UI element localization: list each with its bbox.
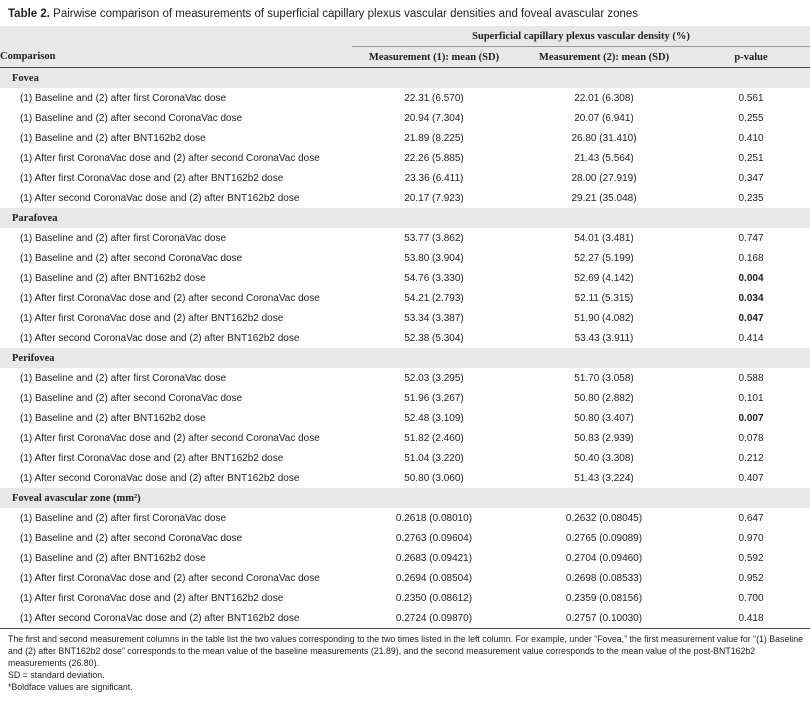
section-header-row — [0, 348, 810, 368]
p-value-cell: 0.407 — [738, 472, 764, 484]
measurement-2-cell: 0.2757 (0.10030) — [516, 608, 692, 629]
section-header-row — [0, 488, 810, 508]
measurement-1-cell: 0.2694 (0.08504) — [395, 572, 473, 584]
measurement-1-cell: 52.03 (3.295) — [404, 372, 464, 384]
comparison-cell: (1) After second CoronaVac dose and (2) after BNT162b2 dose — [20, 472, 300, 484]
comparison-table — [0, 26, 810, 629]
section-title: Parafovea — [0, 208, 810, 228]
footnote-sd: SD = standard deviation. — [8, 670, 105, 680]
comparison-cell: (1) After first CoronaVac dose and (2) after second CoronaVac dose — [20, 292, 320, 304]
comparison-cell: (1) Baseline and (2) after second CoronaVac dose — [20, 252, 243, 264]
section-title: Perifovea — [0, 348, 810, 368]
measurement-1-cell: 0.2350 (0.08612) — [395, 592, 473, 604]
p-value-cell: 0.235 — [738, 192, 764, 204]
comparison-cell: (1) Baseline and (2) after second CoronaVac dose — [20, 392, 243, 404]
p-value-cell: 0.647 — [738, 512, 764, 524]
measurement-2-cell: 0.2632 (0.08045) — [565, 512, 643, 524]
table-row — [0, 308, 810, 328]
measurement-1-cell: 22.26 (5.885) — [404, 152, 464, 164]
comparison-cell: (1) After first CoronaVac dose and (2) after BNT162b2 dose — [20, 592, 284, 604]
p-value-cell: 0.970 — [738, 532, 764, 544]
table-row — [0, 248, 810, 268]
table-row — [0, 328, 810, 348]
p-value-cell: 0.418 — [692, 608, 810, 629]
measurement-1-cell: 22.31 (6.570) — [404, 92, 464, 104]
comparison-cell: (1) After second CoronaVac dose and (2) after BNT162b2 dose — [20, 192, 300, 204]
measurement-1-cell: 0.2724 (0.09870) — [352, 608, 516, 629]
measurement-1-cell: 53.80 (3.904) — [404, 252, 464, 264]
comparison-cell: (1) After first CoronaVac dose and (2) after second CoronaVac dose — [20, 152, 320, 164]
table-row — [0, 588, 810, 608]
measurement-1-cell: 54.21 (2.793) — [404, 292, 464, 304]
comparison-cell: (1) After second CoronaVac dose and (2) after BNT162b2 dose — [0, 608, 352, 629]
p-value-cell: 0.212 — [738, 452, 764, 464]
footnote-boldface: *Boldface values are significant. — [8, 682, 133, 692]
measurement-2-cell: 29.21 (35.048) — [571, 192, 637, 204]
table-row — [0, 108, 810, 128]
comparison-cell: (1) After first CoronaVac dose and (2) after second CoronaVac dose — [20, 432, 320, 444]
table-row — [0, 188, 810, 208]
table-row — [0, 128, 810, 148]
comparison-cell: (1) Baseline and (2) after BNT162b2 dose — [20, 132, 206, 144]
p-value-cell: 0.747 — [738, 232, 764, 244]
table-row — [0, 548, 810, 568]
comparison-cell: (1) Baseline and (2) after first CoronaVac dose — [20, 232, 227, 244]
comparison-cell: (1) After first CoronaVac dose and (2) after BNT162b2 dose — [20, 452, 284, 464]
measurement-1-cell: 53.77 (3.862) — [404, 232, 464, 244]
measurement-2-cell: 53.43 (3.911) — [574, 332, 634, 344]
measurement-2-cell: 51.90 (4.082) — [574, 312, 634, 324]
table-title-text: Pairwise comparison of measurements of superficial capillary plexus vascular densities and foveal avascular zones — [53, 8, 639, 20]
measurement-2-cell: 50.80 (2.882) — [574, 392, 634, 404]
measurement-1-cell: 0.2618 (0.08010) — [395, 512, 473, 524]
measurement-1-cell: 0.2763 (0.09604) — [395, 532, 473, 544]
measurement-2-cell: 22.01 (6.308) — [574, 92, 634, 104]
comparison-cell: (1) After first CoronaVac dose and (2) after BNT162b2 dose — [20, 312, 284, 324]
table-row — [0, 388, 810, 408]
table-body — [0, 68, 810, 629]
section-title: Foveal avascular zone (mm²) — [0, 488, 810, 508]
table-row — [0, 148, 810, 168]
table-row — [0, 88, 810, 108]
p-value-cell: 0.004 — [738, 272, 764, 284]
measurement-2-cell: 52.27 (5.199) — [574, 252, 634, 264]
table-row — [0, 508, 810, 528]
measurement-1-cell: 51.82 (2.460) — [404, 432, 464, 444]
header-group-label: Superficial capillary plexus vascular density (%) — [352, 26, 810, 47]
table-row — [0, 408, 810, 428]
comparison-cell: (1) Baseline and (2) after second CoronaVac dose — [20, 532, 243, 544]
measurement-2-cell: 50.83 (2.939) — [574, 432, 634, 444]
p-value-cell: 0.251 — [738, 152, 764, 164]
comparison-cell: (1) Baseline and (2) after second CoronaVac dose — [20, 112, 243, 124]
measurement-1-cell: 53.34 (3.387) — [404, 312, 464, 324]
measurement-2-cell: 50.40 (3.308) — [574, 452, 634, 464]
p-value-cell: 0.034 — [738, 292, 764, 304]
comparison-cell: (1) Baseline and (2) after BNT162b2 dose — [20, 412, 206, 424]
measurement-2-cell: 28.00 (27.919) — [571, 172, 637, 184]
section-header-row — [0, 208, 810, 228]
table-row — [0, 608, 810, 629]
p-value-cell: 0.255 — [738, 112, 764, 124]
comparison-cell: (1) After first CoronaVac dose and (2) after BNT162b2 dose — [20, 172, 284, 184]
table-row — [0, 288, 810, 308]
footnote-explanation: The first and second measurement columns in the table list the two values corresponding to the two times listed in the left column. For example, under “Fovea,” the first measurement value for “(1) Baseline and (2) after BNT162b2 dose” corresponds to the mean value of the baseline measurements (21.89), and the second measurement value corresponds to the mean value of the post-BNT162b2 measurements (26.80). — [8, 634, 804, 668]
table-row — [0, 168, 810, 188]
measurement-2-cell: 54.01 (3.481) — [574, 232, 634, 244]
p-value-cell: 0.588 — [738, 372, 764, 384]
measurement-2-cell: 52.11 (5.315) — [574, 292, 634, 304]
p-value-cell: 0.347 — [738, 172, 764, 184]
table-row — [0, 528, 810, 548]
table-title — [8, 6, 638, 22]
measurement-2-cell: 21.43 (5.564) — [574, 152, 634, 164]
comparison-cell: (1) Baseline and (2) after first CoronaVac dose — [20, 372, 227, 384]
measurement-1-cell: 52.48 (3.109) — [404, 412, 464, 424]
measurement-1-cell: 54.76 (3.330) — [404, 272, 464, 284]
header-measurement-2: Measurement (2): mean (SD) — [516, 47, 692, 68]
measurement-2-cell: 52.69 (4.142) — [574, 272, 634, 284]
measurement-2-cell: 0.2704 (0.09460) — [565, 552, 643, 564]
p-value-cell: 0.700 — [738, 592, 764, 604]
measurement-1-cell: 20.94 (7.304) — [404, 112, 464, 124]
measurement-2-cell: 51.70 (3.058) — [574, 372, 634, 384]
measurement-1-cell: 51.96 (3.267) — [404, 392, 464, 404]
p-value-cell: 0.952 — [738, 572, 764, 584]
measurement-1-cell: 21.89 (8.225) — [404, 132, 464, 144]
header-comparison: Comparison — [0, 47, 352, 68]
comparison-cell: (1) Baseline and (2) after first CoronaVac dose — [20, 512, 227, 524]
measurement-2-cell: 0.2765 (0.09089) — [565, 532, 643, 544]
p-value-cell: 0.007 — [738, 412, 764, 424]
p-value-cell: 0.561 — [738, 92, 764, 104]
measurement-1-cell: 50.80 (3.060) — [404, 472, 464, 484]
p-value-cell: 0.410 — [738, 132, 764, 144]
comparison-cell: (1) Baseline and (2) after BNT162b2 dose — [20, 272, 206, 284]
comparison-cell: (1) Baseline and (2) after first CoronaVac dose — [20, 92, 227, 104]
measurement-1-cell: 23.36 (6.411) — [404, 172, 464, 184]
p-value-cell: 0.078 — [738, 432, 764, 444]
measurement-2-cell: 20.07 (6.941) — [574, 112, 634, 124]
measurement-1-cell: 52.38 (5.304) — [404, 332, 464, 344]
p-value-cell: 0.592 — [738, 552, 764, 564]
table-row — [0, 468, 810, 488]
table-title-label: Table 2. — [8, 8, 50, 20]
comparison-cell: (1) After second CoronaVac dose and (2) after BNT162b2 dose — [20, 332, 300, 344]
measurement-2-cell: 0.2698 (0.08533) — [565, 572, 643, 584]
table-row — [0, 368, 810, 388]
measurement-2-cell: 0.2359 (0.08156) — [565, 592, 643, 604]
table-row — [0, 228, 810, 248]
header-measurement-1: Measurement (1): mean (SD) — [352, 47, 516, 68]
table-row — [0, 448, 810, 468]
comparison-cell: (1) Baseline and (2) after BNT162b2 dose — [20, 552, 206, 564]
table-header-row — [0, 47, 810, 68]
section-header-row — [0, 68, 810, 89]
section-title: Fovea — [0, 68, 810, 89]
p-value-cell: 0.101 — [738, 392, 764, 404]
measurement-2-cell: 50.80 (3.407) — [574, 412, 634, 424]
measurement-2-cell: 26.80 (31.410) — [571, 132, 637, 144]
measurement-1-cell: 20.17 (7.923) — [404, 192, 464, 204]
p-value-cell: 0.168 — [738, 252, 764, 264]
table-row — [0, 268, 810, 288]
measurement-1-cell: 51.04 (3.220) — [404, 452, 464, 464]
p-value-cell: 0.414 — [738, 332, 764, 344]
header-p-value: p-value — [692, 47, 810, 68]
table-row — [0, 428, 810, 448]
table-header-group-row — [0, 26, 810, 47]
comparison-cell: (1) After first CoronaVac dose and (2) after second CoronaVac dose — [20, 572, 320, 584]
measurement-2-cell: 51.43 (3.224) — [574, 472, 634, 484]
measurement-1-cell: 0.2683 (0.09421) — [395, 552, 473, 564]
table-row — [0, 568, 810, 588]
table-footnotes — [8, 633, 808, 693]
p-value-cell: 0.047 — [738, 312, 764, 324]
header-blank — [0, 26, 352, 47]
